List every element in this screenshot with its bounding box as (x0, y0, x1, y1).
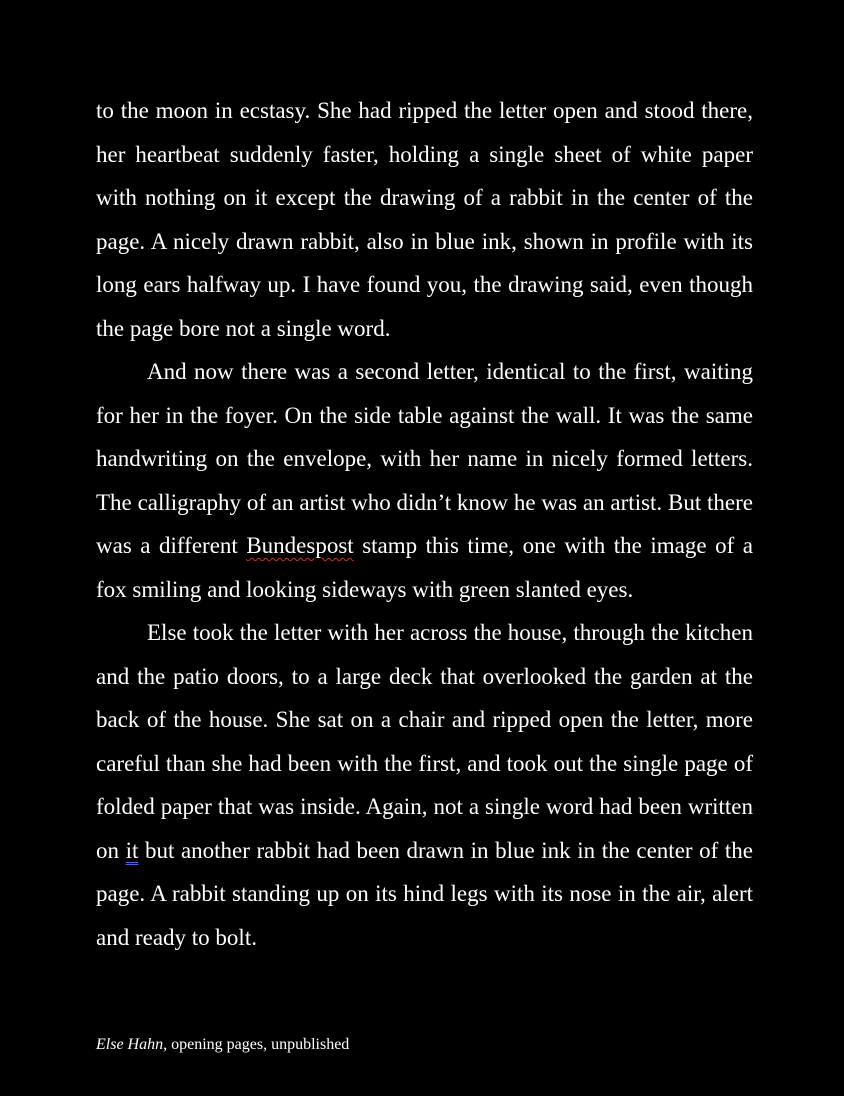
document-body[interactable] (96, 89, 753, 959)
paragraph-2-text-start: And now there was a second letter, identical to the first, waiting for her in the foyer. On the side table against the wall. It was the same handwriting on the envelope, with her name in nicely formed letters. The calligraphy of an artist who didn’t know he was an artist. But there was a different (96, 359, 753, 558)
paragraph-1 (96, 89, 753, 350)
caption-title: Else Hahn (96, 1036, 164, 1053)
paragraph-1-text: to the moon in ecstasy. She had ripped the letter open and stood there, her heartbeat suddenly faster, holding a single sheet of white paper with nothing on it except the drawing of a rabbit in the center of the page. A nicely drawn rabbit, also in blue ink, shown in profile with its long ears halfway up. I have found you, the drawing said, even though the page bore not a single word. (96, 98, 753, 341)
paragraph-3-text-end: but another rabbit had been drawn in blue ink in the center of the page. A rabbit standing up on its hind legs with its nose in the air, alert and ready to bolt. (96, 837, 753, 950)
paragraph-2-text-end: stamp this time, one with the image of a fox smiling and looking sideways with green slanted eyes. (96, 533, 753, 602)
paragraph-3-text-start: Else took the letter with her across the house, through the kitchen and the patio doors, to a large deck that overlooked the garden at the back of the house. She sat on a chair and ripped open the letter, more careful than she had been with the first, and took out the single page of folded paper that was inside. Again, not a single word had been written on (96, 620, 753, 863)
paragraph-2 (96, 350, 753, 611)
caption-description: , opening pages, unpublished (163, 1036, 350, 1053)
source-caption (96, 1035, 349, 1055)
paragraph-3 (96, 611, 753, 959)
spelling-flagged-word[interactable]: Bundespost (246, 533, 354, 558)
grammar-flagged-word[interactable]: it (125, 837, 139, 863)
